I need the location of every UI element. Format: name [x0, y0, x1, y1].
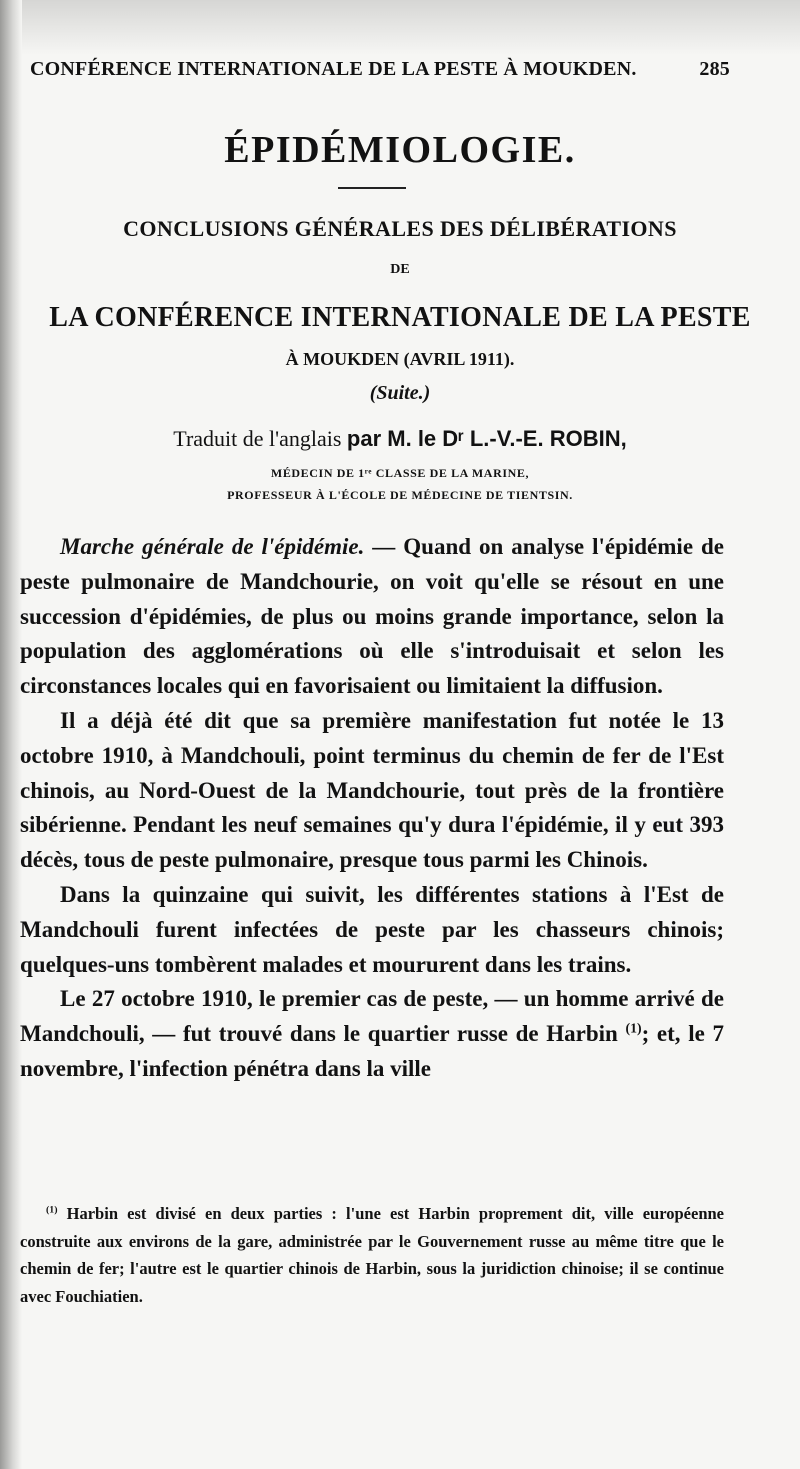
section-title: ÉPIDÉMIOLOGIE.	[224, 129, 576, 171]
translator-line	[0, 426, 800, 452]
paragraph-4-text-b: ; et, le 7 novembre, l'infection pénétra dans la ville	[20, 1021, 724, 1081]
title-divider	[338, 187, 406, 189]
subtitle-line-1: CONCLUSIONS GÉNÉRALES DES DÉLIBÉRATIONS	[123, 216, 677, 241]
author-credit-2: PROFESSEUR À L'ÉCOLE DE MÉDECINE DE TIENTSIN.	[227, 488, 573, 502]
footnote-paragraph	[20, 1200, 724, 1310]
body-text	[20, 530, 724, 1087]
translator-name: par M. le Dʳ L.-V.-E. ROBIN,	[346, 426, 627, 451]
running-head	[30, 58, 730, 81]
paragraph-4	[20, 982, 724, 1086]
translator-prefix: Traduit de l'anglais	[173, 426, 347, 451]
footnote	[20, 1200, 724, 1310]
footnote-text: Harbin est divisé en deux parties : l'une est Harbin proprement dit, ville européenne construite aux environs de la gare, administrée par le Gouvernement russe au même titre que le chemin de fer; l'autre est le quartier chinois de Harbin, sous la juridiction chinoise; il se continue avec Fouchiatien.	[20, 1204, 724, 1306]
author-credit-1: MÉDECIN DE 1ʳᵉ CLASSE DE LA MARINE,	[270, 466, 530, 480]
running-head-title: CONFÉRENCE INTERNATIONALE DE LA PESTE À MOUKDEN.	[30, 58, 637, 80]
paragraph-1	[20, 530, 724, 704]
page-shadow-top	[0, 0, 800, 55]
subtitle-line-3: À MOUKDEN (AVRIL 1911).	[285, 349, 515, 369]
subtitle-line-2: LA CONFÉRENCE INTERNATIONALE DE LA PESTE	[49, 302, 751, 333]
footnote-marker: (1)	[46, 1204, 58, 1216]
paragraph-lead: Marche générale de l'épidémie.	[60, 534, 365, 559]
page-number: 285	[699, 58, 730, 80]
paragraph-3: Dans la quinzaine qui suivit, les différentes stations à l'Est de Mandchouli furent infectées de peste par les chasseurs chinois; quelques-uns tombèrent malades et moururent dans les trains.	[20, 881, 724, 977]
paragraph-4-text-a: Le 27 octobre 1910, le premier cas de peste, — un homme arrivé de Mandchouli, — fut trouvé dans le quartier russe de Harbin	[20, 986, 724, 1047]
footnote-reference[interactable]: (1)	[625, 1020, 642, 1036]
suite-note: (Suite.)	[369, 382, 431, 404]
subtitle-de: DE	[390, 262, 410, 277]
paragraph-1-text: — Quand on analyse l'épidémie de peste pulmonaire de Mandchourie, on voit qu'elle se résout en une succession d'épidémies, de plus ou moins grande importance, selon la population des agglomérations où elle s'introduisait et selon les circonstances locales qui en favorisaient ou limitaient la diffusion.	[20, 534, 724, 699]
paragraph-2: Il a déjà été dit que sa première manifestation fut notée le 13 octobre 1910, à Mandchouli, point terminus du chemin de fer de l'Est chinois, au Nord-Ouest de la Mandchourie, tout près de la frontière sibérienne. Pendant les neuf semaines qu'y dura l'épidémie, il y eut 393 décès, tous de peste pulmonaire, presque tous parmi les Chinois.	[20, 707, 724, 873]
